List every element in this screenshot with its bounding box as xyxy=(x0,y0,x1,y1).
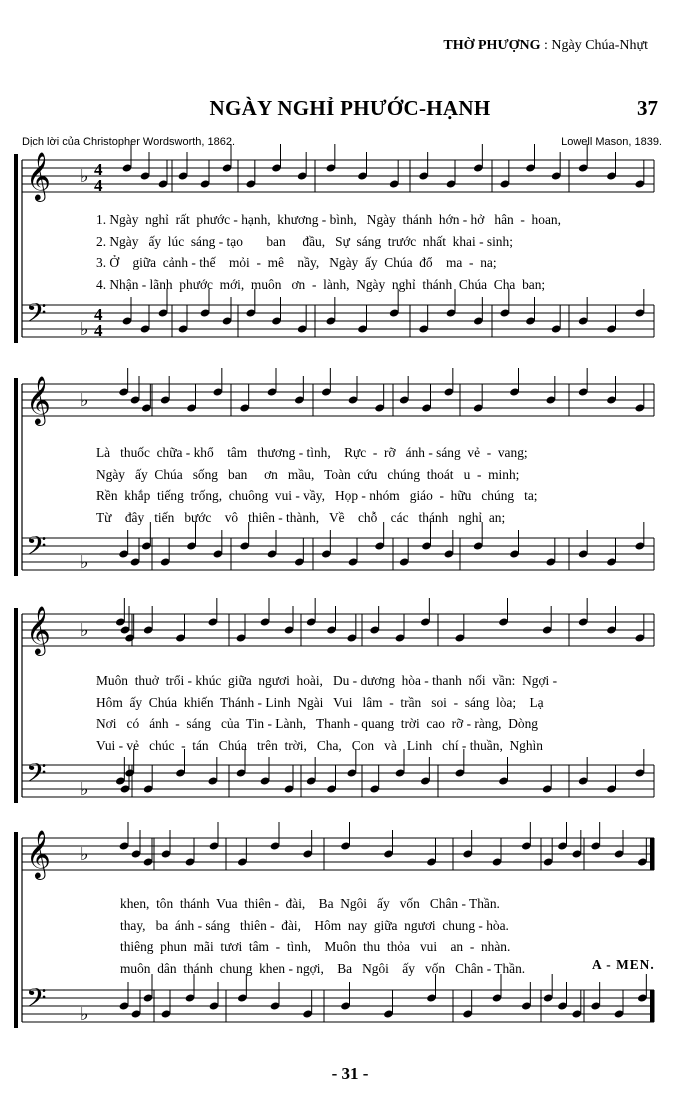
lyric-verse-2: Hôm ấy Chúa khiến Thánh - Linh Ngài Vui lâm - trần soi - sáng lòa; Lạ xyxy=(96,694,544,710)
page-number: - 31 - xyxy=(331,1064,369,1083)
system-brace xyxy=(14,832,18,1028)
lyric-verse-1: 1. Ngày nghỉ rất phước - hạnh, khương - bình, Ngày thánh hớn - hở hân - hoan, xyxy=(96,212,561,227)
amen-text: A - MEN. xyxy=(592,957,655,972)
hymn-title: NGÀY NGHỈ PHƯỚC-HẠNH xyxy=(209,96,491,120)
time-signature-digit: 4 xyxy=(94,321,103,340)
time-signature-digit: 4 xyxy=(94,176,103,195)
lyric-verse-1: Là thuốc chữa - khổ tâm thương - tình, Rực - rỡ ánh - sáng vẻ - vang; xyxy=(96,445,528,460)
section-label-sub: : Ngày Chúa-Nhựt xyxy=(543,38,648,53)
lyric-verse-3: Rền khắp tiếng trống, chuông vui - vầy, Họp - nhóm giáo - hữu chúng ta; xyxy=(96,488,538,503)
treble-clef-icon: 𝄞 xyxy=(26,375,51,424)
lyric-verse-4: Vui - vẻ chúc - tán Chúa trên trời, Cha, Con và Linh chí - thuần, Nghìn xyxy=(96,737,543,753)
flat-icon: ♭ xyxy=(80,844,89,865)
flat-icon: ♭ xyxy=(80,1004,89,1025)
bass-clef-icon: 𝄢 xyxy=(26,297,47,335)
bass-clef-icon: 𝄢 xyxy=(26,982,47,1020)
lyric-verse-4: muôn dân thánh chung khen - ngợi, Ba Ngôi ấy vốn Chân - Thần. xyxy=(120,960,526,976)
flat-icon: ♭ xyxy=(80,552,89,573)
music-credit: Lowell Mason, 1839. xyxy=(561,136,662,148)
flat-icon: ♭ xyxy=(80,319,89,340)
lyrics-credit: Dịch lời của Christopher Wordsworth, 1862. xyxy=(22,136,236,148)
lyric-verse-4: Từ đây tiến bước vô thiên - thành, Về chỗ các thánh nghỉ an; xyxy=(96,509,506,525)
treble-clef-icon: 𝄞 xyxy=(26,151,51,200)
flat-icon: ♭ xyxy=(80,620,89,641)
section-label-title: THỜ PHƯỢNG xyxy=(443,38,541,53)
lyric-verse-2: Ngày ấy Chúa sống ban ơn mầu, Toàn cứu chúng thoát u - minh; xyxy=(96,466,520,482)
final-barline xyxy=(650,838,654,870)
lyric-verse-3: Nơi có ánh - sáng của Tin - Lành, Thanh - quang trời cao rỡ - ràng, Dòng xyxy=(96,716,538,731)
flat-icon: ♭ xyxy=(80,779,89,800)
flat-icon: ♭ xyxy=(80,166,89,187)
lyric-verse-2: thay, ba ánh - sáng thiên - đài, Hôm nay giữa ngươi chung - hòa. xyxy=(120,917,509,933)
treble-clef-icon: 𝄞 xyxy=(26,829,51,878)
lyric-verse-1: khen, tôn thánh Vua thiên - đài, Ba Ngôi ấy vốn Chân - Thần. xyxy=(120,896,500,911)
flat-icon: ♭ xyxy=(80,390,89,411)
hymn-number: 37 xyxy=(637,96,658,120)
lyric-verse-2: 2. Ngày ấy lúc sáng - tạo ban đầu, Sự sáng trước nhất khai - sinh; xyxy=(96,233,513,249)
time-signature-digit: 4 xyxy=(94,160,103,179)
bass-clef-icon: 𝄢 xyxy=(26,757,47,795)
lyric-verse-3: 3. Ở giữa cảnh - thế mỏi - mê nầy, Ngày ấy Chúa đổ ma - na; xyxy=(96,255,497,270)
time-signature-digit: 4 xyxy=(94,305,103,324)
bass-clef-icon: 𝄢 xyxy=(26,530,47,568)
lyric-verse-1: Muôn thuở trổi - khúc giữa ngươi hoài, Du - dương hòa - thanh nối vần: Ngợi - xyxy=(96,673,558,688)
lyric-verse-3: thiêng phun mãi tươi tâm - tình, Muôn thu thỏa vui an - nhàn. xyxy=(120,939,511,954)
final-barline xyxy=(650,990,654,1022)
treble-clef-icon: 𝄞 xyxy=(26,605,51,654)
lyric-verse-4: 4. Nhận - lãnh phước mới, muôn ơn - lành, Ngày nghỉ thánh Chúa Cha ban; xyxy=(96,276,546,292)
